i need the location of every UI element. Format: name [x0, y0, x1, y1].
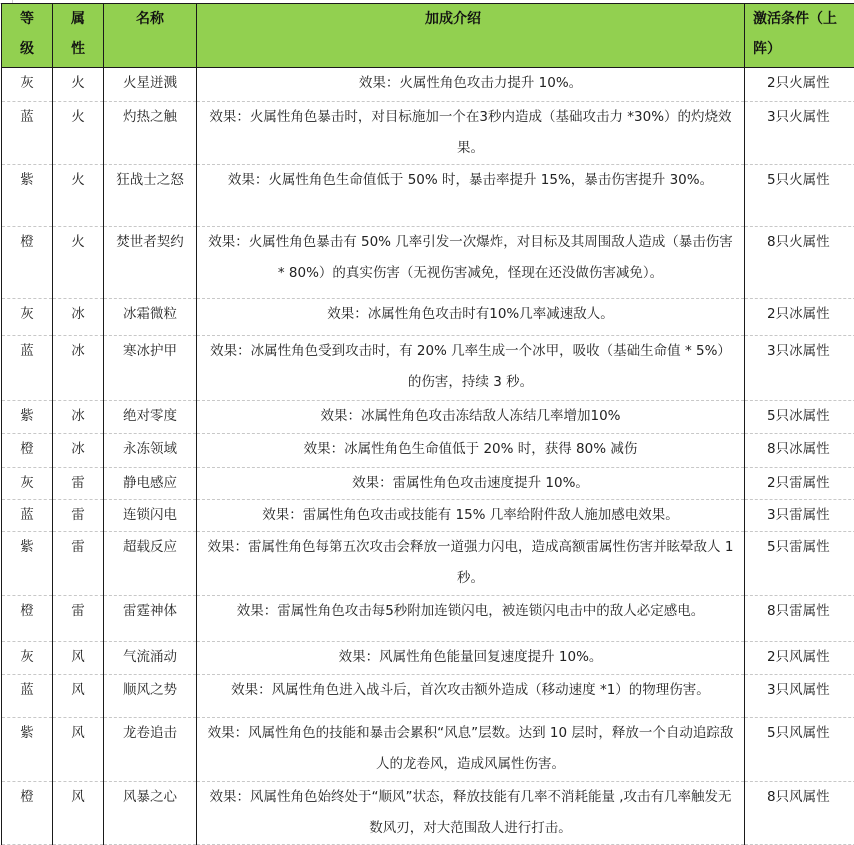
attribute-cell: 冰 — [53, 299, 104, 336]
name-cell: 火星迸溅 — [104, 68, 197, 102]
grade-cell: 紫 — [2, 165, 53, 227]
attribute-cell: 冰 — [53, 434, 104, 468]
description-cell: 效果：雷属性角色每第五次攻击会释放一道强力闪电，造成高额雷属性伤害并眩晕敌人 1 秒。 — [197, 532, 745, 596]
name-cell: 狂战士之怒 — [104, 165, 197, 227]
condition-cell: 3只风属性 — [745, 675, 854, 718]
condition-cell: 3只火属性 — [745, 102, 854, 165]
grade-cell: 紫 — [2, 401, 53, 434]
grade-cell: 灰 — [2, 68, 53, 102]
attribute-cell: 冰 — [53, 336, 104, 401]
table-row — [2, 782, 854, 845]
table-row — [2, 532, 854, 596]
description-cell: 效果：雷属性角色攻击或技能有 15% 几率给附件敌人施加感电效果。 — [197, 500, 745, 532]
name-cell: 冰霜微粒 — [104, 299, 197, 336]
description-cell: 效果：雷属性角色攻击每5秒附加连锁闪电，被连锁闪电击中的敌人必定感电。 — [197, 596, 745, 642]
condition-cell: 2只风属性 — [745, 642, 854, 675]
attribute-cell: 风 — [53, 782, 104, 845]
attribute-cell: 雷 — [53, 500, 104, 532]
attribute-cell: 雷 — [53, 468, 104, 500]
grade-cell: 蓝 — [2, 336, 53, 401]
attribute-cell: 火 — [53, 165, 104, 227]
name-cell: 顺风之势 — [104, 675, 197, 718]
condition-cell: 3只冰属性 — [745, 336, 854, 401]
table-row — [2, 468, 854, 500]
attribute-cell: 雷 — [53, 596, 104, 642]
name-cell: 绝对零度 — [104, 401, 197, 434]
grade-cell: 橙 — [2, 782, 53, 845]
header-name: 名称 — [104, 4, 197, 68]
description-cell: 效果：雷属性角色攻击速度提升 10%。 — [197, 468, 745, 500]
description-cell: 效果：火属性角色暴击时，对目标施加一个在3秒内造成（基础攻击力 *30%）的灼烧效果。 — [197, 102, 745, 165]
attribute-cell: 冰 — [53, 401, 104, 434]
grade-cell: 灰 — [2, 468, 53, 500]
description-cell: 效果：火属性角色生命值低于 50% 时，暴击率提升 15%，暴击伤害提升 30%。 — [197, 165, 745, 227]
name-cell: 龙卷追击 — [104, 718, 197, 782]
table-row — [2, 299, 854, 336]
name-cell: 风暴之心 — [104, 782, 197, 845]
description-cell: 效果：冰属性角色生命值低于 20% 时，获得 80% 减伤 — [197, 434, 745, 468]
attribute-cell: 风 — [53, 675, 104, 718]
name-cell: 超载反应 — [104, 532, 197, 596]
grade-cell: 紫 — [2, 532, 53, 596]
table-row — [2, 102, 854, 165]
header-attribute: 属性 — [53, 4, 104, 68]
grade-cell: 橙 — [2, 227, 53, 299]
description-cell: 效果：火属性角色攻击力提升 10%。 — [197, 68, 745, 102]
attribute-cell: 火 — [53, 227, 104, 299]
description-cell: 效果：火属性角色暴击有 50% 几率引发一次爆炸，对目标及其周围敌人造成（暴击伤害 * 80%）的真实伤害（无视伤害减免，怪现在还没做伤害减免）。 — [197, 227, 745, 299]
table-row — [2, 642, 854, 675]
header-grade: 等级 — [2, 4, 53, 68]
description-cell: 效果：风属性角色进入战斗后，首次攻击额外造成（移动速度 *1）的物理伤害。 — [197, 675, 745, 718]
grade-cell: 蓝 — [2, 102, 53, 165]
grade-cell: 橙 — [2, 596, 53, 642]
table-row — [2, 227, 854, 299]
name-cell: 雷霆神体 — [104, 596, 197, 642]
header-row — [2, 4, 854, 68]
header-intro: 加成介绍 — [197, 4, 745, 68]
condition-cell: 2只雷属性 — [745, 468, 854, 500]
name-cell: 永冻领域 — [104, 434, 197, 468]
attribute-cell: 雷 — [53, 532, 104, 596]
attribute-cell: 风 — [53, 718, 104, 782]
description-cell: 效果：风属性角色能量回复速度提升 10%。 — [197, 642, 745, 675]
grade-cell: 蓝 — [2, 500, 53, 532]
condition-cell: 8只风属性 — [745, 782, 854, 845]
synergy-bonus-table — [1, 3, 854, 845]
condition-cell: 8只火属性 — [745, 227, 854, 299]
attribute-cell: 火 — [53, 102, 104, 165]
grade-cell: 橙 — [2, 434, 53, 468]
condition-cell: 5只风属性 — [745, 718, 854, 782]
condition-cell: 5只雷属性 — [745, 532, 854, 596]
attribute-cell: 风 — [53, 642, 104, 675]
name-cell: 连锁闪电 — [104, 500, 197, 532]
description-cell: 效果：风属性角色始终处于“顺风”状态，释放技能有几率不消耗能量 ,攻击有几率触发无数风刃，对大范围敌人进行打击。 — [197, 782, 745, 845]
condition-cell: 3只雷属性 — [745, 500, 854, 532]
condition-cell: 8只雷属性 — [745, 596, 854, 642]
table-row — [2, 165, 854, 227]
name-cell: 静电感应 — [104, 468, 197, 500]
attribute-cell: 火 — [53, 68, 104, 102]
grade-cell: 蓝 — [2, 675, 53, 718]
condition-cell: 5只冰属性 — [745, 401, 854, 434]
table-row — [2, 68, 854, 102]
condition-cell: 2只冰属性 — [745, 299, 854, 336]
table-row — [2, 500, 854, 532]
grade-cell: 灰 — [2, 299, 53, 336]
name-cell: 焚世者契约 — [104, 227, 197, 299]
description-cell: 效果：冰属性角色攻击时有10%几率减速敌人。 — [197, 299, 745, 336]
table-row — [2, 434, 854, 468]
description-cell: 效果：风属性角色的技能和暴击会累积“风息”层数。达到 10 层时，释放一个自动追踪敌人的龙卷风，造成风属性伤害。 — [197, 718, 745, 782]
name-cell: 灼热之触 — [104, 102, 197, 165]
grade-cell: 紫 — [2, 718, 53, 782]
table-row — [2, 401, 854, 434]
condition-cell: 2只火属性 — [745, 68, 854, 102]
description-cell: 效果：冰属性角色攻击冻结敌人冻结几率增加10% — [197, 401, 745, 434]
header-condition: 激活条件（上阵） — [745, 4, 854, 68]
table-row — [2, 718, 854, 782]
table-row — [2, 336, 854, 401]
condition-cell: 8只冰属性 — [745, 434, 854, 468]
grade-cell: 灰 — [2, 642, 53, 675]
table-row — [2, 596, 854, 642]
table-row — [2, 675, 854, 718]
name-cell: 气流涌动 — [104, 642, 197, 675]
description-cell: 效果：冰属性角色受到攻击时，有 20% 几率生成一个冰甲，吸收（基础生命值 * 5%）的伤害，持续 3 秒。 — [197, 336, 745, 401]
condition-cell: 5只火属性 — [745, 165, 854, 227]
name-cell: 寒冰护甲 — [104, 336, 197, 401]
